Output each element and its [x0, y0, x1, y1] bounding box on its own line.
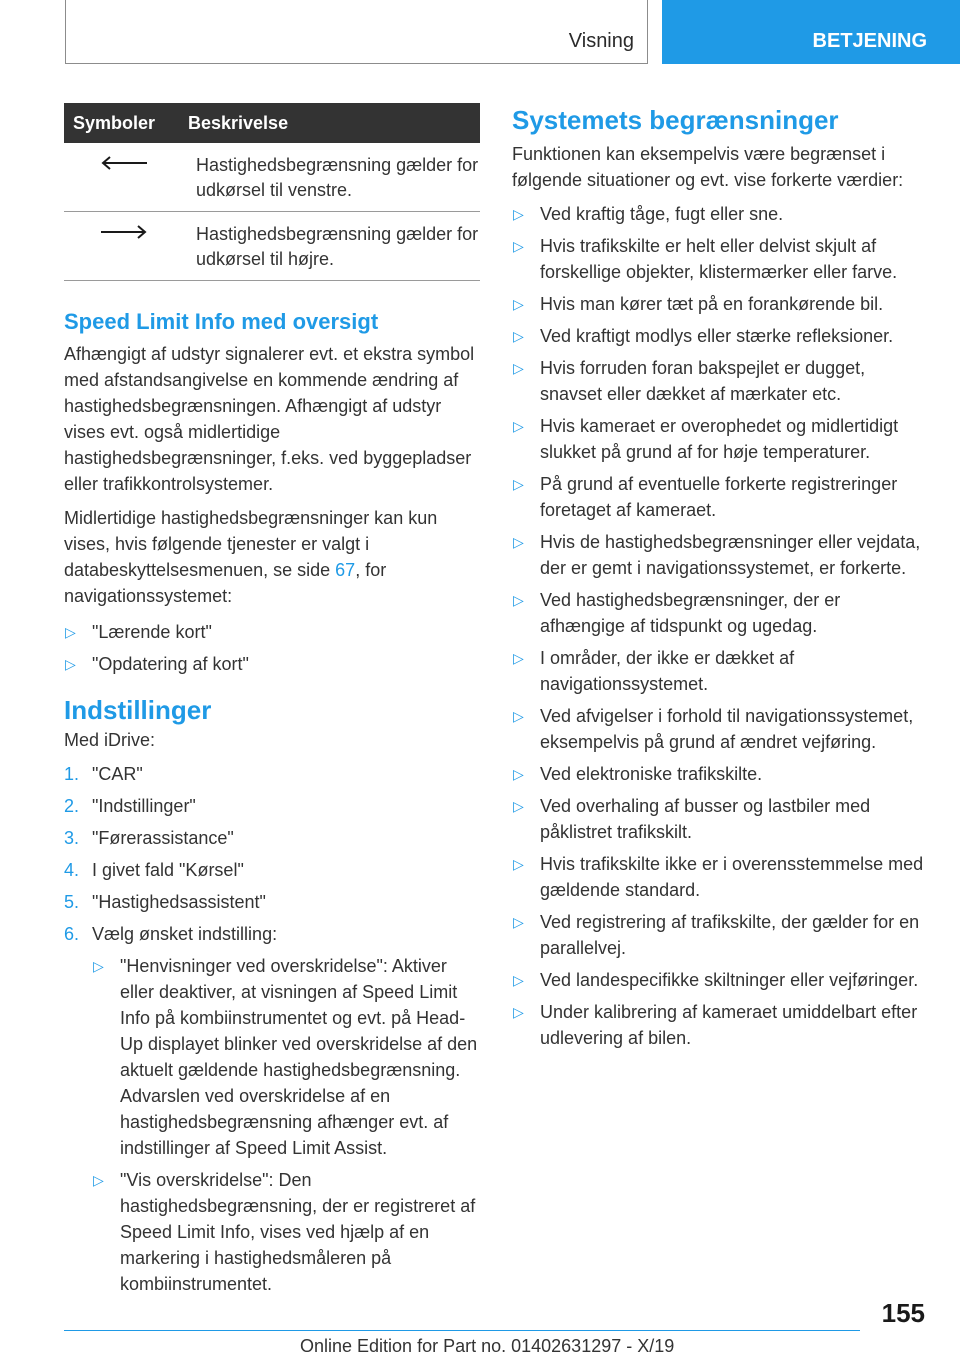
table-row — [64, 143, 480, 212]
step-text: Vælg ønsket indstilling: — [92, 924, 278, 944]
triangle-bullet-icon: ▷ — [513, 476, 524, 492]
list-item — [512, 793, 926, 845]
step-item — [64, 761, 480, 787]
triangle-bullet-icon: ▷ — [513, 1004, 524, 1020]
step-text: "Hastighedsassistent" — [92, 892, 266, 912]
services-text-end: , for navigationssystemet: — [64, 560, 387, 606]
list-item-text: Hvis trafikskilte er helt eller delvist skjult af forskellige objekter, klistermærker eller farve. — [540, 236, 898, 282]
list-item-text: Ved kraftig tåge, fugt eller sne. — [540, 204, 784, 224]
speed-limit-info-paragraph: Afhængigt af udstyr signalerer evt. et ekstra symbol med afstandsangivelse en kommende ændring af hastighedsbegrænsningen. Afhængigt af udstyr vises evt. også midlertidige hastighedsbegrænsninger, f.eks. ved byggepladser eller trafikkontrolsystemer. — [64, 344, 475, 494]
step-item — [64, 889, 480, 915]
list-item-text: Hvis trafikskilte ikke er i overensstemmelse med gældende standard. — [540, 854, 924, 900]
column-header-description: Beskrivelse — [184, 103, 480, 143]
triangle-bullet-icon: ▷ — [513, 798, 524, 814]
symbol-cell — [64, 212, 184, 281]
limits-intro: Funktionen kan eksempelvis være begrænset i følgende situationer og evt. vise forkerte værdier: — [512, 144, 904, 190]
arrow-left-icon — [99, 155, 149, 171]
step-text: "CAR" — [92, 764, 143, 784]
list-item — [512, 529, 926, 581]
triangle-bullet-icon: ▷ — [513, 914, 524, 930]
list-item-text: I områder, der ikke er dækket af navigationssystemet. — [540, 648, 795, 694]
list-item-text: "Vis overskridelse": Den hastighedsbegrænsning, der er registreret af Speed Limit Info, vises ved hjælp af en markering i hastighedsmåleren på kombiinstrumentet. — [120, 1170, 476, 1294]
triangle-bullet-icon: ▷ — [513, 418, 524, 434]
list-item-text: På grund af eventuelle forkerte registreringer foretaget af kameraet. — [540, 474, 898, 520]
list-item-text: Hvis forruden foran bakspejlet er dugget, snavset eller dækket af mærkater etc. — [540, 358, 866, 404]
column-header-symbols: Symboler — [64, 103, 184, 143]
description-cell: Hastighedsbegrænsning gælder for udkørsel til venstre. — [184, 143, 480, 212]
list-item — [512, 761, 926, 787]
settings-intro: Med iDrive: — [64, 730, 156, 750]
step-item — [64, 825, 480, 851]
list-item — [512, 851, 926, 903]
list-item-text: "Opdatering af kort" — [92, 654, 249, 674]
triangle-bullet-icon: ▷ — [93, 958, 104, 974]
table-row — [64, 212, 480, 281]
footer-divider — [64, 1330, 860, 1331]
step-text: "Indstillinger" — [92, 796, 196, 816]
list-item — [512, 355, 926, 407]
step-number: 2. — [64, 796, 80, 816]
step-item — [64, 921, 480, 1297]
list-item — [92, 1167, 480, 1297]
list-item — [512, 471, 926, 523]
list-item-text: Under kalibrering af kameraet umiddelbart efter udlevering af bilen. — [540, 1002, 918, 1048]
list-item — [92, 953, 480, 1161]
triangle-bullet-icon: ▷ — [513, 650, 524, 666]
step-text: I givet fald "Kørsel" — [92, 860, 244, 880]
list-item-text: Hvis de hastighedsbegrænsninger eller vejdata, der er gemt i navigationssystemet, er forkerte. — [540, 532, 921, 578]
list-item-text: "Henvisninger ved overskridelse": Aktiver eller deaktiver, at visningen af Speed Limit Info på kombiinstrumentet og evt. på Head-Up displayet blinker ved overskridelse af den aktuelt gældende hastighedsbegrænsning. Advarslen ved overskridelse af en hastighedsbegrænsning afhænger evt. af indstillinger af Speed Limit Assist. — [120, 956, 478, 1158]
list-item — [512, 201, 926, 227]
list-item-text: Hvis man kører tæt på en forankørende bil. — [540, 294, 884, 314]
limits-heading: Systemets begrænsninger — [512, 105, 839, 135]
triangle-bullet-icon: ▷ — [65, 624, 76, 640]
left-column — [64, 103, 480, 1303]
limits-list — [512, 201, 926, 1051]
triangle-bullet-icon: ▷ — [513, 534, 524, 550]
step-number: 3. — [64, 828, 80, 848]
list-item-text: Ved hastighedsbegrænsninger, der er afhængige af tidspunkt og ugedag. — [540, 590, 841, 636]
step-number: 6. — [64, 924, 80, 944]
speed-limit-info-heading: Speed Limit Info med oversigt — [64, 309, 379, 334]
list-item-text: Ved kraftigt modlys eller stærke refleksioner. — [540, 326, 894, 346]
list-item — [512, 909, 926, 961]
header-frame — [65, 0, 648, 64]
triangle-bullet-icon: ▷ — [513, 206, 524, 222]
edition-note: Online Edition for Part no. 01402631297 - X/19 — [300, 1336, 675, 1356]
step-item — [64, 793, 480, 819]
services-text: Midlertidige hastighedsbegrænsninger kan kun vises, hvis følgende tjenester er valgt i databeskyttelsesmenuen, se side — [64, 508, 438, 580]
services-list — [64, 619, 480, 677]
triangle-bullet-icon: ▷ — [65, 656, 76, 672]
right-column — [512, 103, 926, 1057]
step-number: 4. — [64, 860, 80, 880]
arrow-right-icon — [99, 224, 149, 240]
step-text: "Førerassistance" — [92, 828, 234, 848]
settings-options-list — [92, 953, 480, 1297]
triangle-bullet-icon: ▷ — [513, 856, 524, 872]
list-item — [512, 967, 926, 993]
step-number: 1. — [64, 764, 80, 784]
list-item — [512, 999, 926, 1051]
list-item — [512, 587, 926, 639]
triangle-bullet-icon: ▷ — [513, 360, 524, 376]
services-paragraph — [64, 505, 480, 609]
triangle-bullet-icon: ▷ — [513, 296, 524, 312]
triangle-bullet-icon: ▷ — [513, 708, 524, 724]
description-cell: Hastighedsbegrænsning gælder for udkørsel til højre. — [184, 212, 480, 281]
triangle-bullet-icon: ▷ — [513, 592, 524, 608]
triangle-bullet-icon: ▷ — [513, 238, 524, 254]
list-item — [512, 323, 926, 349]
table-header-row — [64, 103, 480, 143]
list-item — [64, 619, 480, 645]
settings-steps — [64, 761, 480, 1297]
triangle-bullet-icon: ▷ — [513, 766, 524, 782]
list-item — [512, 291, 926, 317]
symbol-table — [64, 103, 480, 281]
list-item — [512, 233, 926, 285]
page-link[interactable]: 67 — [335, 560, 356, 580]
list-item-text: Ved elektroniske trafikskilte. — [540, 764, 763, 784]
list-item-text: "Lærende kort" — [92, 622, 212, 642]
list-item-text: Ved registrering af trafikskilte, der gælder for en parallelvej. — [540, 912, 920, 958]
chapter-label: BETJENING — [812, 30, 927, 52]
step-item — [64, 857, 480, 883]
triangle-bullet-icon: ▷ — [93, 1172, 104, 1188]
page-number: 155 — [881, 1298, 925, 1328]
list-item-text: Ved afvigelser i forhold til navigationssystemet, eksempelvis på grund af ændret vejføring. — [540, 706, 914, 752]
triangle-bullet-icon: ▷ — [513, 328, 524, 344]
list-item — [512, 413, 926, 465]
chapter-tab[interactable] — [662, 0, 960, 64]
list-item-text: Hvis kameraet er overophedet og midlertidigt slukket på grund af for høje temperaturer. — [540, 416, 899, 462]
list-item — [512, 703, 926, 755]
list-item — [64, 651, 480, 677]
section-title: Visning — [568, 30, 634, 52]
list-item — [512, 645, 926, 697]
step-number: 5. — [64, 892, 80, 912]
symbol-cell — [64, 143, 184, 212]
list-item-text: Ved landespecifikke skiltninger eller vejføringer. — [540, 970, 919, 990]
settings-heading: Indstillinger — [64, 695, 212, 725]
triangle-bullet-icon: ▷ — [513, 972, 524, 988]
list-item-text: Ved overhaling af busser og lastbiler med påklistret trafikskilt. — [540, 796, 871, 842]
